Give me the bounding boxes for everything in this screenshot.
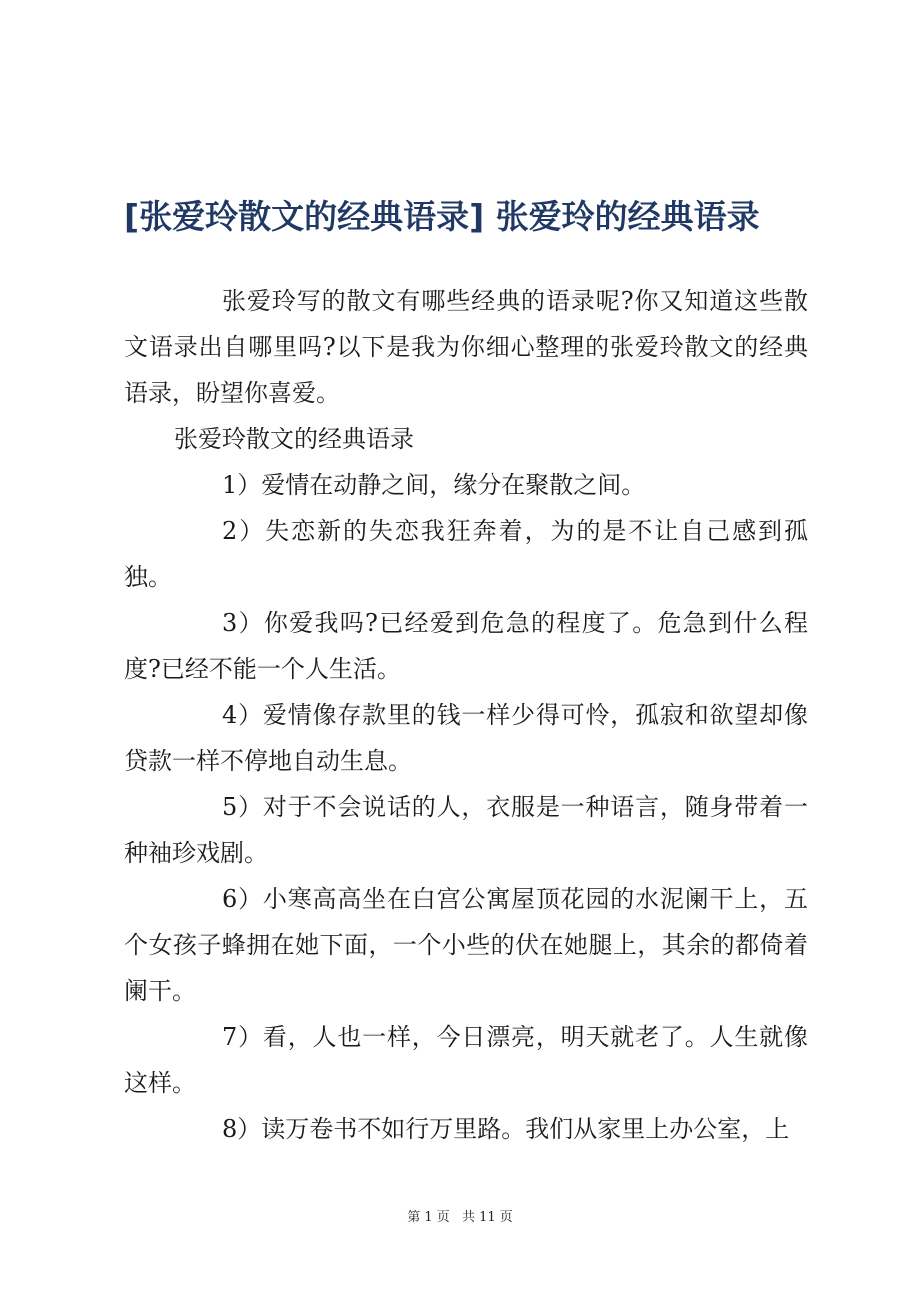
quote-item: 6）小寒高高坐在白宫公寓屋顶花园的水泥阑干上，五个女孩子蜂拥在她下面，一个小些的伏在她腿上，其余的都倚着阑干。 <box>124 885 808 1005</box>
page-number: 第 1 页 <box>407 1210 450 1225</box>
quote-item: 7）看，人也一样，今日漂亮，明天就老了。人生就像这样。 <box>124 1023 808 1097</box>
document-body <box>124 278 808 1152</box>
quote-item: 5）对于不会说话的人，衣服是一种语言，随身带着一种袖珍戏剧。 <box>124 793 808 867</box>
page-total: 共 11 页 <box>461 1210 513 1225</box>
quote-item: 1）爱情在动静之间，缘分在聚散之间。 <box>222 471 646 499</box>
page-footer <box>0 1206 920 1225</box>
quote-item: 3）你爱我吗?已经爱到危急的程度了。危急到什么程度?已经不能一个人生活。 <box>124 609 808 683</box>
intro-paragraph: 张爱玲写的散文有哪些经典的语录呢?你又知道这些散文语录出自哪里吗?以下是我为你细心整理的张爱玲散文的经典语录，盼望你喜爱。 <box>124 287 808 407</box>
quote-item: 4）爱情像存款里的钱一样少得可怜，孤寂和欲望却像贷款一样不停地自动生息。 <box>124 701 808 775</box>
quote-item: 8）读万卷书不如行万里路。我们从家里上办公室，上 <box>222 1115 790 1143</box>
quote-item: 2）失恋新的失恋我狂奔着，为的是不让自己感到孤独。 <box>124 517 808 591</box>
subheading: 张爱玲散文的经典语录 <box>174 425 414 453</box>
document-title: [张爱玲散文的经典语录] 张爱玲的经典语录 <box>124 197 760 236</box>
